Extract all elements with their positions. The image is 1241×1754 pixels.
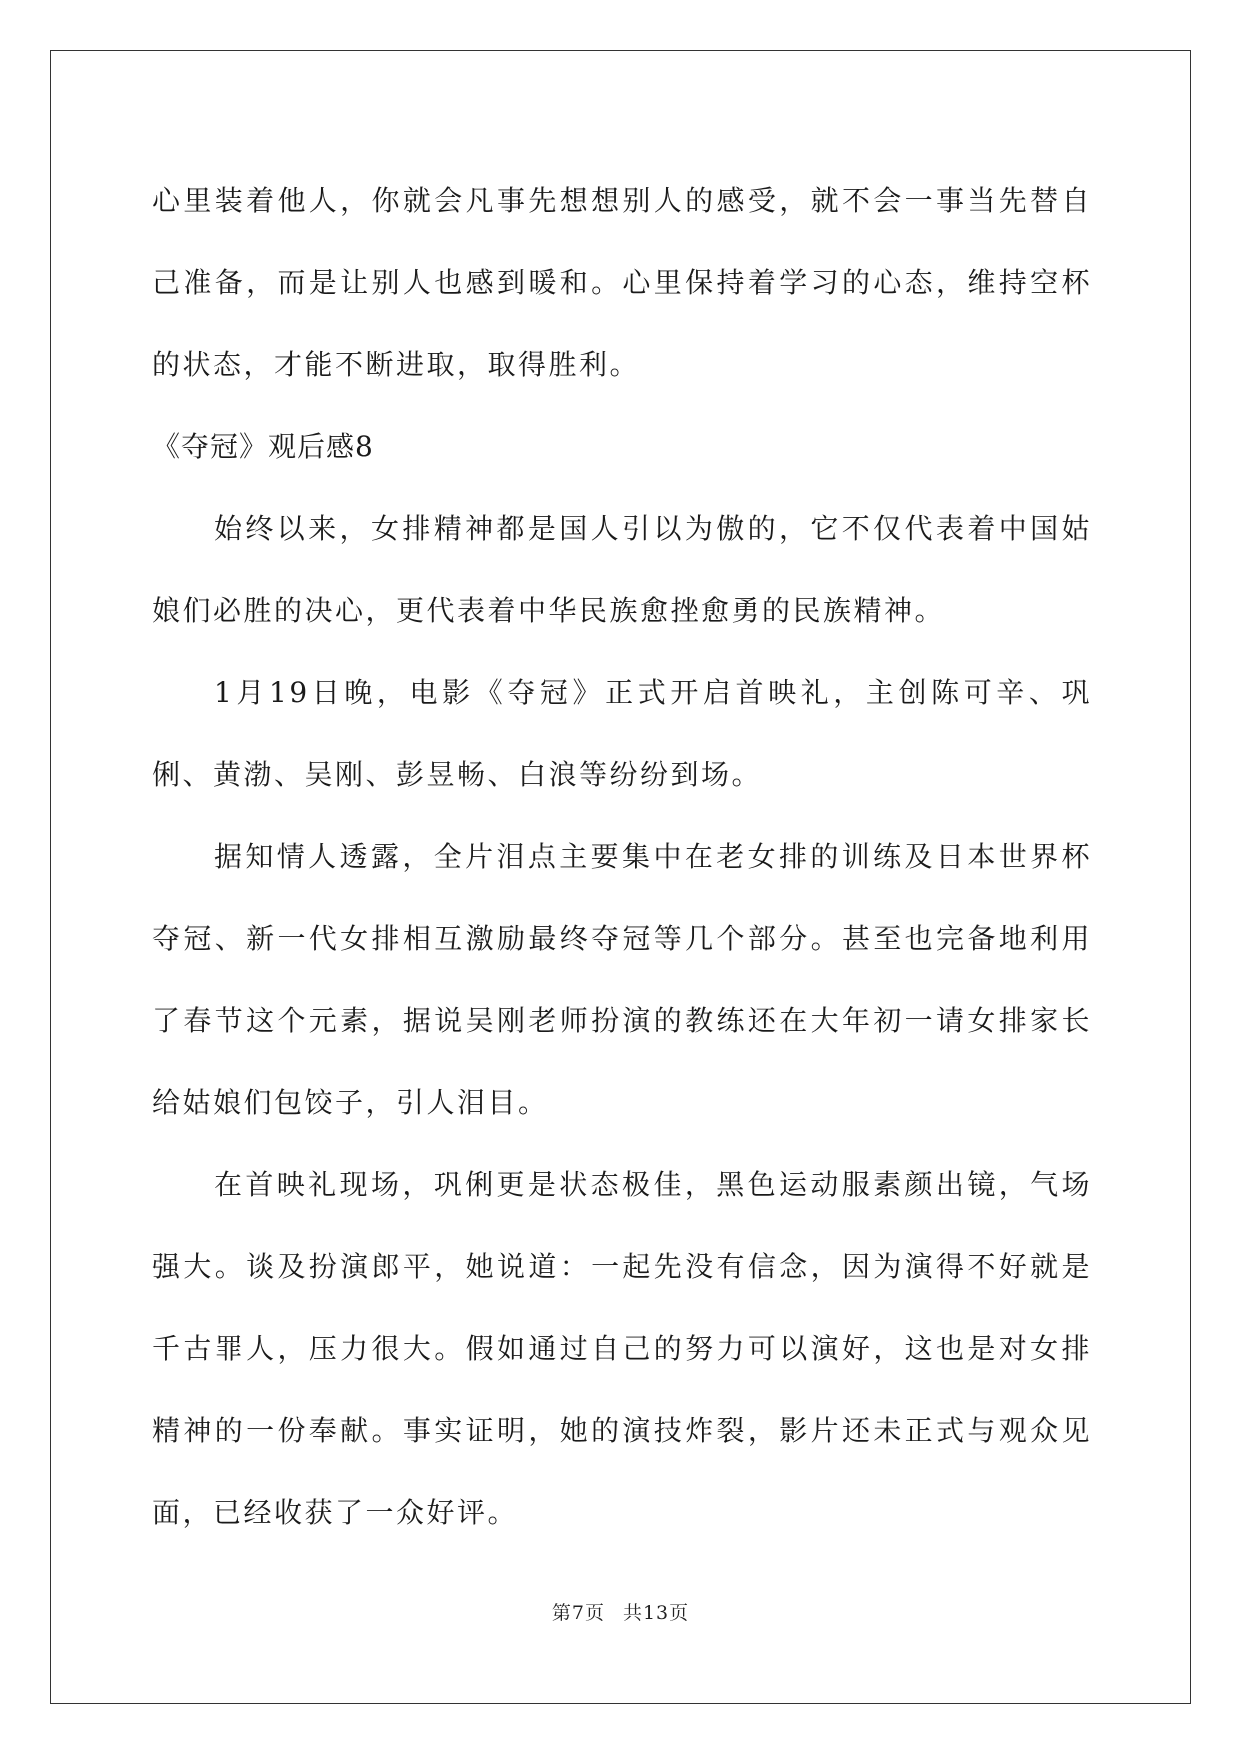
- paragraph-5: 在首映礼现场，巩俐更是状态极佳，黑色运动服素颜出镜，气场强大。谈及扮演郎平，她说道：一起先没有信念，因为演得不好就是千古罪人，压力很大。假如通过自己的努力可以演好，这也是对女排精神的一份奉献。事实证明，她的演技炸裂，影片还未正式与观众见面，已经收获了一众好评。: [152, 1168, 1092, 1529]
- page-footer: [0, 1598, 1241, 1625]
- page-number: 第7页: [551, 1602, 605, 1624]
- document-body: [152, 160, 1092, 1554]
- section-heading: 《夺冠》观后感8: [152, 430, 374, 463]
- paragraph-1: 心里装着他人，你就会凡事先想想别人的感受，就不会一事当先替自己准备，而是让别人也感到暖和。心里保持着学习的心态，维持空杯的状态，才能不断进取，取得胜利。: [152, 184, 1092, 381]
- paragraph-4: 据知情人透露，全片泪点主要集中在老女排的训练及日本世界杯夺冠、新一代女排相互激励最终夺冠等几个部分。甚至也完备地利用了春节这个元素，据说吴刚老师扮演的教练还在大年初一请女排家长给姑娘们包饺子，引人泪目。: [152, 840, 1092, 1119]
- paragraph-2: 始终以来，女排精神都是国人引以为傲的，它不仅代表着中国姑娘们必胜的决心，更代表着中华民族愈挫愈勇的民族精神。: [152, 512, 1092, 627]
- page-total: 共13页: [622, 1602, 690, 1624]
- paragraph-3: 1月19日晚，电影《夺冠》正式开启首映礼，主创陈可辛、巩俐、黄渤、吴刚、彭昱畅、白浪等纷纷到场。: [152, 676, 1092, 791]
